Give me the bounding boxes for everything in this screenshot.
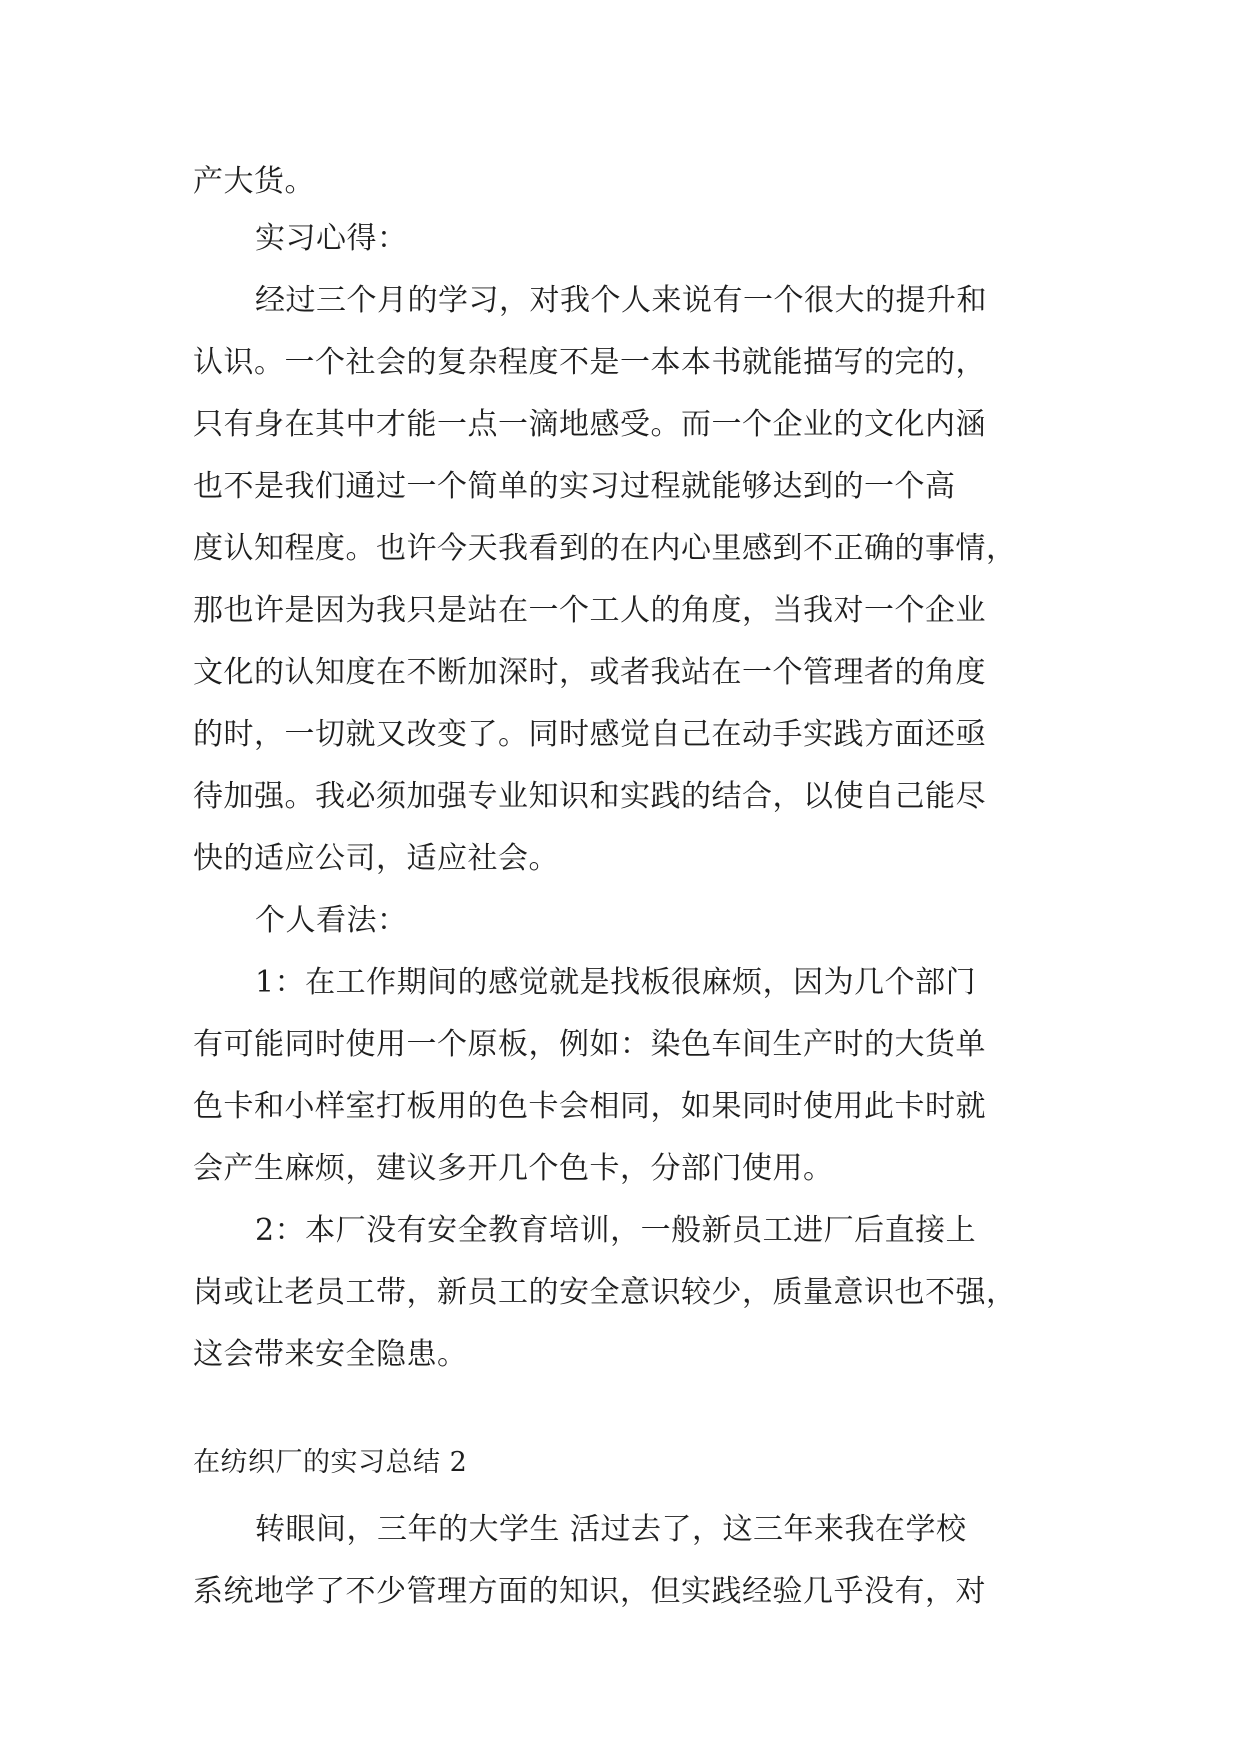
paragraph-line: 会产生麻烦，建议多开几个色卡，分部门使用。: [193, 1151, 834, 1186]
paragraph-line: 的时，一切就又改变了。同时感觉自己在动手实践方面还亟: [193, 717, 986, 752]
paragraph-line: 文化的认知度在不断加深时，或者我站在一个管理者的角度: [193, 655, 986, 690]
paragraph-line: 度认知程度。也许今天我看到的在内心里感到不正确的事情，: [193, 531, 1017, 566]
paragraph-line: 只有身在其中才能一点一滴地感受。而一个企业的文化内涵: [193, 407, 986, 442]
paragraph-line: 岗或让老员工带，新员工的安全意识较少，质量意识也不强，: [193, 1275, 1017, 1310]
paragraph-line: 也不是我们通过一个简单的实习过程就能够达到的一个高: [193, 469, 956, 504]
paragraph-line: 认识。一个社会的复杂程度不是一本本书就能描写的完的，: [193, 345, 986, 380]
paragraph-line: 经过三个月的学习，对我个人来说有一个很大的提升和: [255, 283, 987, 318]
paragraph-line: 快的适应公司，适应社会。: [193, 841, 559, 876]
section-heading: 在纺织厂的实习总结 2: [193, 1447, 468, 1478]
paragraph-line: 转眼间，三年的大学生 活过去了，这三年来我在学校: [255, 1512, 967, 1547]
text-line-continuation: 产大货。: [193, 164, 315, 199]
paragraph-line: 那也许是因为我只是站在一个工人的角度，当我对一个企业: [193, 593, 986, 628]
paragraph-line: 有可能同时使用一个原板，例如：染色车间生产时的大货单: [193, 1027, 986, 1062]
paragraph-line: 1：在工作期间的感觉就是找板很麻烦，因为几个部门: [255, 965, 977, 1000]
section-label-internship-insights: 实习心得：: [255, 221, 408, 256]
paragraph-line: 2：本厂没有安全教育培训，一般新员工进厂后直接上: [255, 1213, 977, 1248]
section-label-personal-opinion: 个人看法：: [255, 903, 408, 938]
paragraph-line: 这会带来安全隐患。: [193, 1337, 468, 1372]
paragraph-line: 待加强。我必须加强专业知识和实践的结合，以使自己能尽: [193, 779, 986, 814]
paragraph-line: 系统地学了不少管理方面的知识，但实践经验几乎没有，对: [193, 1574, 986, 1609]
paragraph-line: 色卡和小样室打板用的色卡会相同，如果同时使用此卡时就: [193, 1089, 986, 1124]
